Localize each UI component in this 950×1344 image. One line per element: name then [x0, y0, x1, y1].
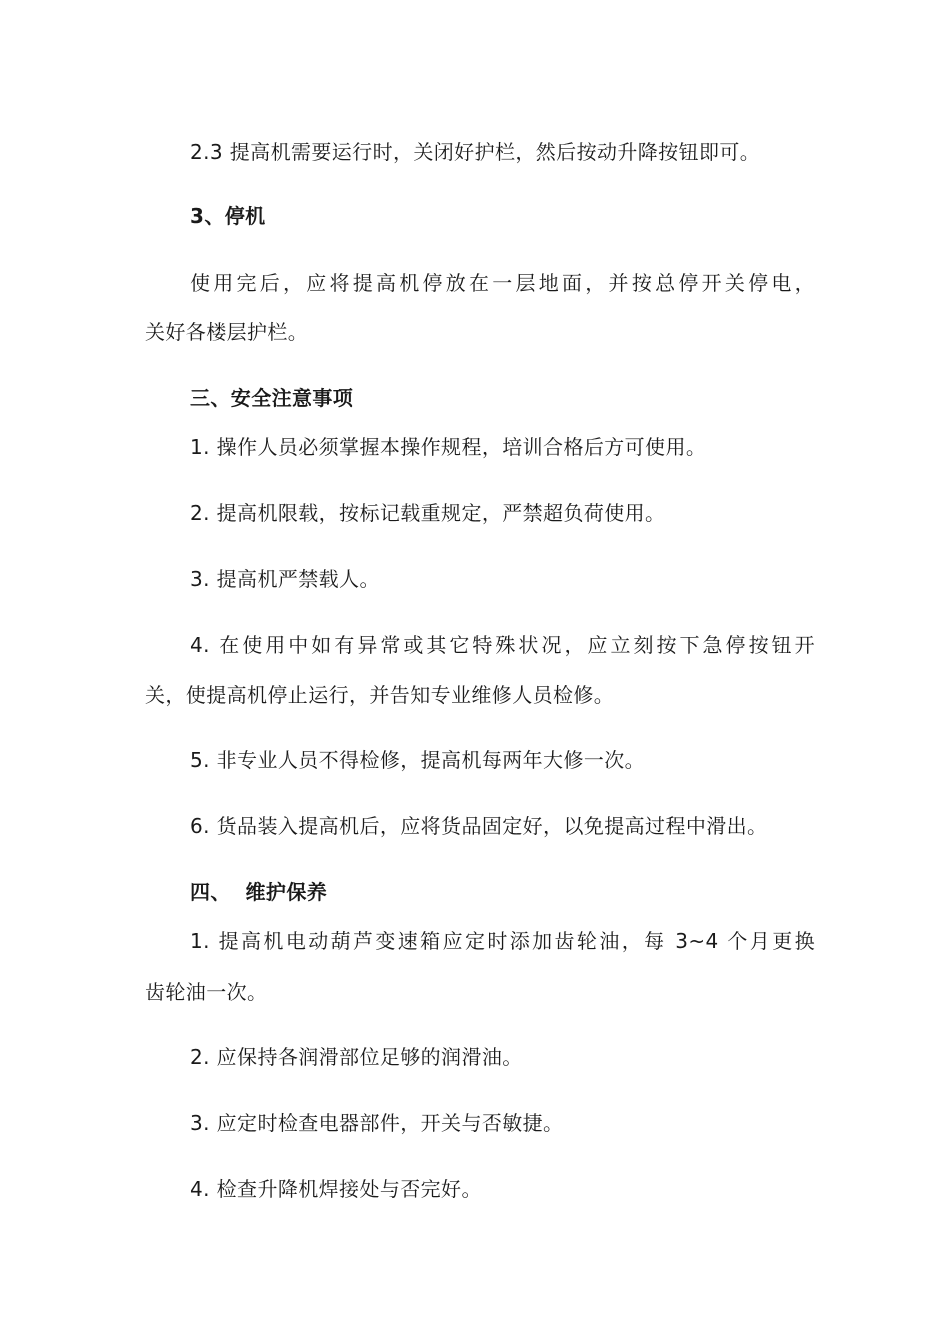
heading-maintenance: 四、 维护保养: [190, 880, 328, 904]
paragraph-2-3: 2.3 提高机需要运行时，关闭好护栏，然后按动升降按钮即可。: [190, 140, 761, 164]
safety-item-5: 5. 非专业人员不得检修，提高机每两年大修一次。: [190, 748, 646, 772]
safety-item-3: 3. 提高机严禁载人。: [190, 567, 380, 591]
safety-item-6: 6. 货品装入提高机后，应将货品固定好，以免提高过程中滑出。: [190, 814, 768, 838]
maintenance-item-2: 2. 应保持各润滑部位足够的润滑油。: [190, 1045, 523, 1069]
safety-item-4-line-1: 4. 在使用中如有异常或其它特殊状况，应立刻按下急停按钮开: [190, 633, 815, 657]
heading-safety: 三、安全注意事项: [190, 386, 354, 410]
paragraph-stop-line-1: 使用完后，应将提高机停放在一层地面，并按总停开关停电，: [190, 271, 815, 295]
maintenance-item-3: 3. 应定时检查电器部件，开关与否敏捷。: [190, 1111, 564, 1135]
maintenance-item-1-line-2: 齿轮油一次。: [145, 980, 268, 1004]
safety-item-4-line-2: 关，使提高机停止运行，并告知专业维修人员检修。: [145, 683, 615, 707]
maintenance-item-4: 4. 检查升降机焊接处与否完好。: [190, 1177, 482, 1201]
paragraph-stop-line-2: 关好各楼层护栏。: [145, 320, 309, 344]
safety-item-1: 1. 操作人员必须掌握本操作规程，培训合格后方可使用。: [190, 435, 707, 459]
safety-item-2: 2. 提高机限载，按标记载重规定，严禁超负荷使用。: [190, 501, 666, 525]
maintenance-item-1-line-1: 1. 提高机电动葫芦变速箱应定时添加齿轮油，每 3~4 个月更换: [190, 929, 815, 953]
heading-stop: 3、停机: [190, 204, 266, 228]
